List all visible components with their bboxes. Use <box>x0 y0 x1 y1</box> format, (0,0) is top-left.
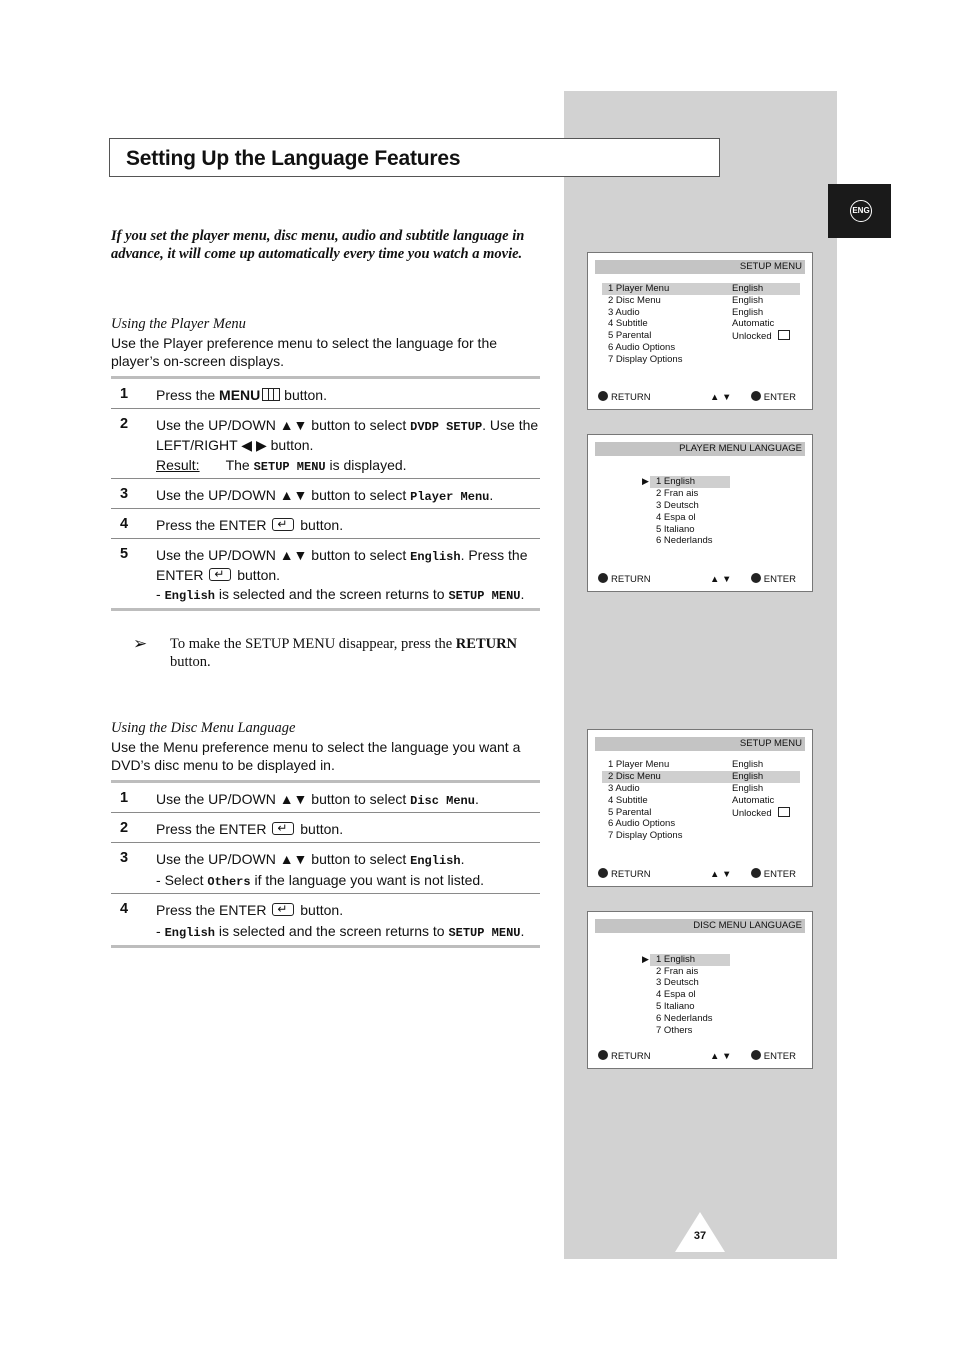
screen-footer <box>598 573 802 587</box>
menu-row <box>602 795 800 807</box>
menu-row-value: English <box>732 307 764 318</box>
code-term: English <box>164 589 215 603</box>
step-text-part: . Press the ENTER <box>156 547 528 583</box>
language-label: 3 Deutsch <box>656 977 699 988</box>
language-label: 2 Fran ais <box>656 488 699 499</box>
step-text-part: Press the ENTER <box>156 821 271 837</box>
menu-row <box>602 354 800 366</box>
code-term: English <box>410 854 461 868</box>
menu-row-label: 1 Player Menu <box>608 283 670 294</box>
return-icon <box>598 391 608 401</box>
menu-row <box>602 818 800 830</box>
language-label: 2 Fran ais <box>656 966 699 977</box>
code-term: Others <box>207 875 251 889</box>
language-option <box>650 476 730 488</box>
screen-header: DISC MENU LANGUAGE <box>595 919 805 933</box>
code-term: Disc Menu <box>410 794 475 808</box>
step-text-part: is selected and the screen returns to <box>214 923 449 939</box>
code-term: SETUP MENU <box>448 589 521 603</box>
code-term: Player Menu <box>410 490 490 504</box>
nav-arrows-icon: ▲ ▼ <box>710 869 732 880</box>
step-text <box>156 850 541 870</box>
divider <box>111 508 540 509</box>
return-label: RETURN <box>611 869 651 880</box>
step-text-part: - <box>156 923 165 939</box>
menu-key: MENU <box>219 387 261 403</box>
step-text <box>156 416 541 454</box>
step-subnote <box>156 585 541 605</box>
pointer-icon: ▶ <box>642 476 649 486</box>
language-label: 6 Nederlands <box>656 1013 713 1024</box>
intro-text: If you set the player menu, disc menu, audio and subtitle language in advance, it will come up automatically every time you watch a movie. <box>111 228 525 262</box>
divider <box>111 478 540 479</box>
page-title: Setting Up the Language Features <box>126 147 461 170</box>
step-number: 3 <box>120 486 129 502</box>
divider <box>111 376 540 379</box>
step-text <box>156 386 541 404</box>
divider <box>111 945 540 948</box>
step-text-part: Use the UP/DOWN ▲▼ button to select <box>156 487 411 503</box>
step-text-part: . <box>489 487 494 503</box>
enter-hint <box>751 1050 796 1064</box>
language-option <box>650 989 730 1001</box>
step-text-part: Use the UP/DOWN ▲▼ button to select <box>156 417 411 433</box>
return-label: RETURN <box>611 1051 651 1062</box>
return-label: RETURN <box>611 392 651 403</box>
setup-menu-screen <box>587 252 813 410</box>
unlock-icon <box>778 807 790 817</box>
step-number: 2 <box>120 416 129 432</box>
note-part: To make the SETUP MENU disappear, press the <box>170 636 456 652</box>
language-tab <box>828 184 891 238</box>
step-number: 4 <box>120 901 129 917</box>
language-label: 6 Nederlands <box>656 535 713 546</box>
disc-menu-heading: Using the Disc Menu Language <box>111 720 296 736</box>
menu-row <box>602 830 800 842</box>
code-term: DVDP SETUP <box>410 420 483 434</box>
step-text <box>156 820 541 838</box>
menu-row-label: 2 Disc Menu <box>608 295 661 306</box>
screen-header: SETUP MENU <box>595 260 805 274</box>
unlocked-label: Unlocked <box>732 331 772 342</box>
menu-icon <box>262 388 280 401</box>
menu-row <box>602 330 800 342</box>
return-hint <box>598 573 651 587</box>
menu-row-label: 5 Parental <box>608 330 652 341</box>
note-arrow-icon: ➢ <box>133 634 148 653</box>
step-number: 2 <box>120 820 129 836</box>
return-label: RETURN <box>611 574 651 585</box>
enter-label: ENTER <box>763 574 796 585</box>
step-text-part: button. <box>233 567 281 583</box>
step-number: 5 <box>120 546 129 562</box>
step-text-part: button. <box>296 902 344 918</box>
menu-row-label: 7 Display Options <box>608 830 683 841</box>
menu-row-label: 6 Audio Options <box>608 818 676 829</box>
divider <box>111 842 540 843</box>
menu-row-label: 7 Display Options <box>608 354 683 365</box>
code-term: English <box>410 550 461 564</box>
divider <box>111 608 540 611</box>
return-key: RETURN <box>455 636 518 652</box>
language-label: 4 Espa ol <box>656 512 696 523</box>
nav-arrows-icon: ▲ ▼ <box>710 574 732 585</box>
step-text-part: . <box>474 791 479 807</box>
enter-icon <box>751 391 761 401</box>
divider <box>111 812 540 813</box>
language-label: 1 English <box>656 954 696 965</box>
menu-row-value: Automatic <box>732 795 775 806</box>
language-option <box>650 954 730 966</box>
menu-row-value: English <box>732 771 764 782</box>
menu-row <box>602 342 800 354</box>
language-label: 5 Italiano <box>656 1001 695 1012</box>
menu-row <box>602 783 800 795</box>
step-text-part: is displayed. <box>325 457 407 473</box>
eng-badge: ENG <box>850 200 872 222</box>
step-text-part: Press the ENTER <box>156 902 271 918</box>
divider <box>111 538 540 539</box>
disc-language-screen <box>587 911 813 1069</box>
return-hint <box>598 391 651 405</box>
screen-footer <box>598 868 802 882</box>
screen-footer <box>598 1050 802 1064</box>
language-label: 4 Espa ol <box>656 989 696 1000</box>
disc-menu-description: Use the Menu preference menu to select the language you want a DVD’s disc menu to be displayed in. <box>111 739 521 773</box>
enter-hint <box>751 391 796 405</box>
screen-header: PLAYER MENU LANGUAGE <box>595 442 805 456</box>
note-text <box>170 635 540 671</box>
menu-row-value: English <box>732 295 764 306</box>
enter-icon <box>272 518 294 531</box>
menu-row <box>602 295 800 307</box>
return-hint <box>598 868 651 882</box>
language-label: 7 Others <box>656 1025 693 1036</box>
code-term: SETUP MENU <box>448 926 521 940</box>
step-text-part: Use the UP/DOWN ▲▼ button to select <box>156 547 411 563</box>
enter-icon <box>751 1050 761 1060</box>
enter-icon <box>209 568 231 581</box>
language-label: 3 Deutsch <box>656 500 699 511</box>
step-text-part: . <box>520 586 525 602</box>
return-icon <box>598 573 608 583</box>
menu-row-value: English <box>732 283 764 294</box>
step-text-part: . Use the LEFT/RIGHT ◀ ▶ button. <box>156 417 539 453</box>
menu-row-label: 6 Audio Options <box>608 342 676 353</box>
language-option <box>650 535 730 547</box>
step-text-part: button. <box>296 821 344 837</box>
player-menu-heading: Using the Player Menu <box>111 316 246 332</box>
menu-row <box>602 771 800 783</box>
divider <box>111 408 540 409</box>
step-number: 1 <box>120 790 129 806</box>
menu-row-label: 2 Disc Menu <box>608 771 661 782</box>
enter-label: ENTER <box>763 1051 796 1062</box>
language-option <box>650 488 730 500</box>
step-subnote <box>156 871 541 891</box>
player-language-screen <box>587 434 813 592</box>
screen-header: SETUP MENU <box>595 737 805 751</box>
language-option <box>650 977 730 989</box>
divider <box>111 780 540 783</box>
enter-icon <box>272 903 294 916</box>
step-number: 1 <box>120 386 129 402</box>
code-term: SETUP MENU <box>253 460 326 474</box>
step-text-part: Select <box>164 872 208 888</box>
menu-row-value: Automatic <box>732 318 775 329</box>
step-text <box>156 546 541 584</box>
enter-icon <box>751 573 761 583</box>
menu-row-value: English <box>732 759 764 770</box>
code-term: English <box>164 926 215 940</box>
setup-menu-screen <box>587 729 813 887</box>
step-number: 4 <box>120 516 129 532</box>
menu-row-value: English <box>732 783 764 794</box>
menu-row-label: 3 Audio <box>608 307 640 318</box>
step-text-part: button. <box>296 517 344 533</box>
menu-row <box>602 759 800 771</box>
menu-row-label: 1 Player Menu <box>608 759 670 770</box>
unlock-icon <box>778 330 790 340</box>
language-label: 5 Italiano <box>656 524 695 535</box>
nav-arrows-icon: ▲ ▼ <box>710 1051 732 1062</box>
step-text-part: Press the <box>156 387 220 403</box>
note-part: button. <box>170 654 211 670</box>
menu-row <box>602 283 800 295</box>
step-text-part: if the language you want is not listed. <box>250 872 485 888</box>
step-text-part: The <box>225 457 254 473</box>
enter-label: ENTER <box>763 869 796 880</box>
page-number: 37 <box>693 1230 707 1242</box>
step-text-part: Use the UP/DOWN ▲▼ button to select <box>156 791 411 807</box>
step-text <box>156 486 541 506</box>
step-text <box>156 790 541 810</box>
step-text <box>156 516 541 534</box>
screen-footer <box>598 391 802 405</box>
language-option <box>650 1025 730 1037</box>
enter-hint <box>751 573 796 587</box>
menu-row-label: 4 Subtitle <box>608 318 648 329</box>
step-text-part: button. <box>280 387 327 403</box>
nav-arrows-icon: ▲ ▼ <box>710 392 732 403</box>
enter-hint <box>751 868 796 882</box>
language-option <box>650 512 730 524</box>
step-subnote <box>156 922 541 942</box>
enter-icon <box>272 822 294 835</box>
return-icon <box>598 868 608 878</box>
step-text-part: - <box>156 872 165 888</box>
language-option <box>650 1001 730 1013</box>
step-text-part: is selected and the screen returns to <box>214 586 449 602</box>
language-option <box>650 1013 730 1025</box>
language-label: 1 English <box>656 476 696 487</box>
pointer-icon: ▶ <box>642 954 649 964</box>
unlocked-label: Unlocked <box>732 808 772 819</box>
return-icon <box>598 1050 608 1060</box>
language-option <box>650 500 730 512</box>
menu-row-label: 4 Subtitle <box>608 795 648 806</box>
step-number: 3 <box>120 850 129 866</box>
player-menu-description: Use the Player preference menu to select the language for the player’s on-screen displays. <box>111 335 498 369</box>
step-result <box>156 456 541 476</box>
result-label: Result: <box>156 457 200 473</box>
step-text-part: Use the UP/DOWN ▲▼ button to select <box>156 851 411 867</box>
menu-row <box>602 318 800 330</box>
step-text-part: . <box>520 923 525 939</box>
menu-row-label: 3 Audio <box>608 783 640 794</box>
step-text-part: . <box>460 851 465 867</box>
step-text-part: - <box>156 586 165 602</box>
step-text-part: Press the ENTER <box>156 517 271 533</box>
page-title-box <box>109 138 720 177</box>
menu-row-label: 5 Parental <box>608 807 652 818</box>
return-hint <box>598 1050 651 1064</box>
enter-label: ENTER <box>763 392 796 403</box>
step-text <box>156 901 541 919</box>
divider <box>111 893 540 894</box>
enter-icon <box>751 868 761 878</box>
